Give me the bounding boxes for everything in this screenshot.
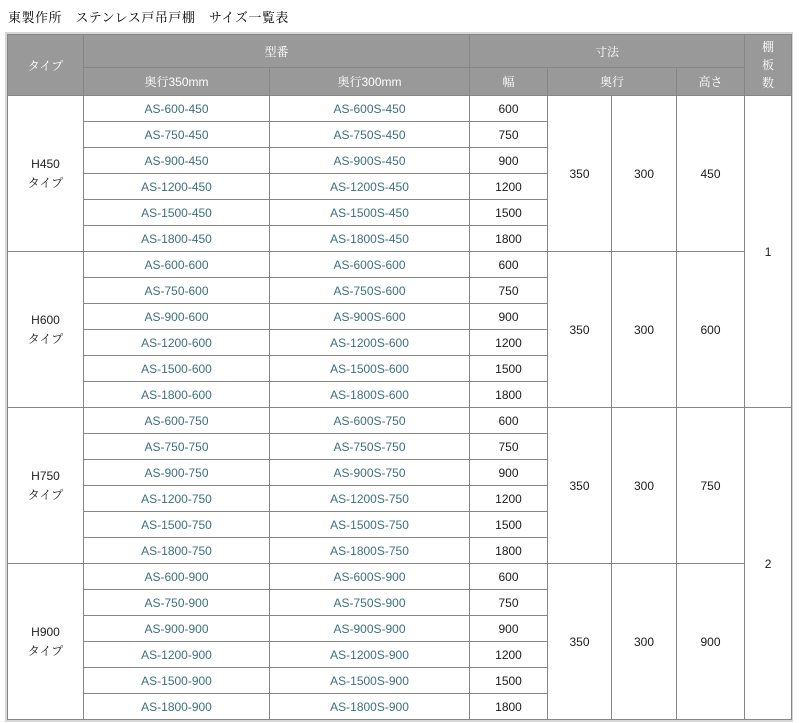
type-name: H600 xyxy=(31,312,60,327)
model-number-depth300: AS-900S-750 xyxy=(270,460,470,486)
width-value: 1500 xyxy=(470,668,548,694)
model-number-depth350: AS-900-600 xyxy=(84,304,270,330)
model-number-depth350: AS-750-900 xyxy=(84,590,270,616)
header-row-2 xyxy=(8,68,792,96)
table-row xyxy=(8,564,792,590)
model-number-depth300: AS-1200S-600 xyxy=(270,330,470,356)
height-value: 450 xyxy=(677,96,745,252)
header-depth: 奥行 xyxy=(548,68,677,96)
model-number-depth300: AS-1500S-450 xyxy=(270,200,470,226)
type-suffix: タイプ xyxy=(27,643,64,658)
height-value: 600 xyxy=(677,252,745,408)
model-number-depth350: AS-900-450 xyxy=(84,148,270,174)
type-cell xyxy=(8,564,84,720)
type-name: H450 xyxy=(31,156,60,171)
model-number-depth300: AS-1800S-600 xyxy=(270,382,470,408)
height-value: 900 xyxy=(677,564,745,720)
model-number-depth300: AS-750S-900 xyxy=(270,590,470,616)
model-number-depth350: AS-1800-450 xyxy=(84,226,270,252)
type-cell xyxy=(8,408,84,564)
width-value: 900 xyxy=(470,616,548,642)
model-number-depth300: AS-600S-750 xyxy=(270,408,470,434)
width-value: 1800 xyxy=(470,226,548,252)
model-number-depth350: AS-750-750 xyxy=(84,434,270,460)
header-height: 高さ xyxy=(677,68,745,96)
header-width: 幅 xyxy=(470,68,548,96)
type-name: H900 xyxy=(31,624,60,639)
page-title: 東製作所 ステンレス戸吊戸棚 サイズ一覧表 xyxy=(8,10,289,25)
model-number-depth300: AS-1500S-900 xyxy=(270,668,470,694)
model-number-depth300: AS-1800S-450 xyxy=(270,226,470,252)
model-number-depth300: AS-900S-900 xyxy=(270,616,470,642)
width-value: 600 xyxy=(470,564,548,590)
model-number-depth300: AS-1500S-600 xyxy=(270,356,470,382)
shelf-count-value: 2 xyxy=(745,408,792,720)
model-number-depth300: AS-750S-750 xyxy=(270,434,470,460)
depth-350-value: 350 xyxy=(548,96,612,252)
width-value: 1500 xyxy=(470,356,548,382)
model-number-depth300: AS-750S-450 xyxy=(270,122,470,148)
header-model: 型番 xyxy=(84,35,470,68)
depth-300-value: 300 xyxy=(612,96,677,252)
model-number-depth300: AS-1500S-750 xyxy=(270,512,470,538)
header-model-depth-350: 奥行350mm xyxy=(84,68,270,96)
model-number-depth300: AS-1200S-900 xyxy=(270,642,470,668)
table-row xyxy=(8,96,792,122)
model-number-depth350: AS-1200-900 xyxy=(84,642,270,668)
width-value: 600 xyxy=(470,96,548,122)
model-number-depth300: AS-1200S-750 xyxy=(270,486,470,512)
width-value: 750 xyxy=(470,122,548,148)
model-number-depth300: AS-1200S-450 xyxy=(270,174,470,200)
width-value: 900 xyxy=(470,304,548,330)
model-number-depth350: AS-1500-750 xyxy=(84,512,270,538)
width-value: 750 xyxy=(470,590,548,616)
model-number-depth350: AS-1500-900 xyxy=(84,668,270,694)
type-cell xyxy=(8,96,84,252)
model-number-depth350: AS-900-750 xyxy=(84,460,270,486)
width-value: 1200 xyxy=(470,642,548,668)
model-number-depth300: AS-1800S-750 xyxy=(270,538,470,564)
width-value: 750 xyxy=(470,434,548,460)
model-number-depth350: AS-750-450 xyxy=(84,122,270,148)
model-number-depth350: AS-900-900 xyxy=(84,616,270,642)
depth-350-value: 350 xyxy=(548,564,612,720)
size-table-wrapper xyxy=(5,32,793,722)
model-number-depth350: AS-1200-750 xyxy=(84,486,270,512)
header-model-depth-300: 奥行300mm xyxy=(270,68,470,96)
header-dimensions: 寸法 xyxy=(470,35,745,68)
width-value: 900 xyxy=(470,148,548,174)
width-value: 900 xyxy=(470,460,548,486)
model-number-depth350: AS-600-600 xyxy=(84,252,270,278)
width-value: 1800 xyxy=(470,694,548,720)
type-cell xyxy=(8,252,84,408)
width-value: 1200 xyxy=(470,330,548,356)
model-number-depth350: AS-1200-600 xyxy=(84,330,270,356)
model-number-depth350: AS-1800-750 xyxy=(84,538,270,564)
model-number-depth350: AS-1800-900 xyxy=(84,694,270,720)
model-number-depth350: AS-750-600 xyxy=(84,278,270,304)
shelf-count-value: 1 xyxy=(745,96,792,408)
model-number-depth350: AS-600-450 xyxy=(84,96,270,122)
table-row xyxy=(8,252,792,278)
model-number-depth300: AS-600S-600 xyxy=(270,252,470,278)
depth-350-value: 350 xyxy=(548,252,612,408)
type-suffix: タイプ xyxy=(27,175,64,190)
depth-300-value: 300 xyxy=(612,408,677,564)
type-name: H750 xyxy=(31,468,60,483)
model-number-depth300: AS-750S-600 xyxy=(270,278,470,304)
header-type: タイプ xyxy=(8,35,84,96)
type-suffix: タイプ xyxy=(27,331,64,346)
model-number-depth300: AS-600S-450 xyxy=(270,96,470,122)
height-value: 750 xyxy=(677,408,745,564)
table-row xyxy=(8,408,792,434)
width-value: 1200 xyxy=(470,486,548,512)
depth-300-value: 300 xyxy=(612,564,677,720)
width-value: 1200 xyxy=(470,174,548,200)
width-value: 1500 xyxy=(470,512,548,538)
model-number-depth350: AS-1800-600 xyxy=(84,382,270,408)
model-number-depth350: AS-1500-600 xyxy=(84,356,270,382)
type-suffix: タイプ xyxy=(27,487,64,502)
width-value: 750 xyxy=(470,278,548,304)
width-value: 1500 xyxy=(470,200,548,226)
width-value: 1800 xyxy=(470,382,548,408)
width-value: 1800 xyxy=(470,538,548,564)
model-number-depth350: AS-600-750 xyxy=(84,408,270,434)
size-table xyxy=(7,34,792,720)
model-number-depth350: AS-1500-450 xyxy=(84,200,270,226)
model-number-depth300: AS-900S-600 xyxy=(270,304,470,330)
width-value: 600 xyxy=(470,252,548,278)
width-value: 600 xyxy=(470,408,548,434)
model-number-depth350: AS-600-900 xyxy=(84,564,270,590)
table-body xyxy=(8,96,792,720)
header-row-1 xyxy=(8,35,792,68)
model-number-depth300: AS-900S-450 xyxy=(270,148,470,174)
depth-350-value: 350 xyxy=(548,408,612,564)
table-header xyxy=(8,35,792,96)
header-shelf-count xyxy=(745,35,792,96)
model-number-depth350: AS-1200-450 xyxy=(84,174,270,200)
depth-300-value: 300 xyxy=(612,252,677,408)
header-shelf-count-label: 棚板数 xyxy=(762,40,775,90)
model-number-depth300: AS-600S-900 xyxy=(270,564,470,590)
model-number-depth300: AS-1800S-900 xyxy=(270,694,470,720)
